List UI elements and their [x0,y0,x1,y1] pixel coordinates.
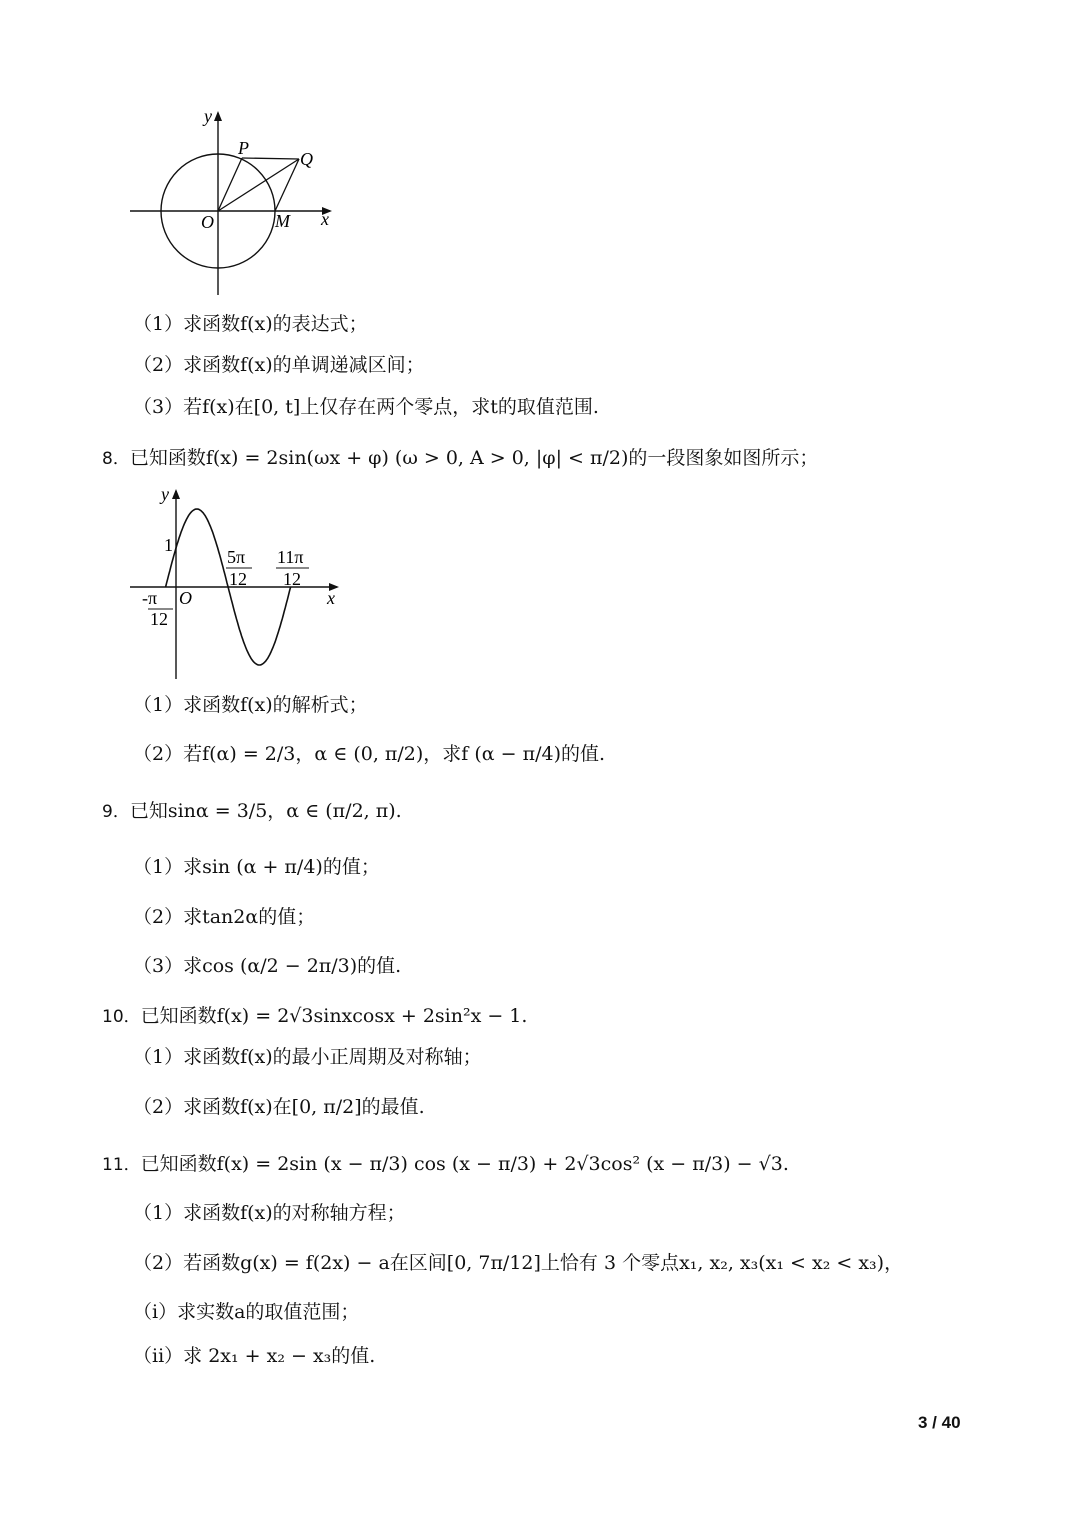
tick-neg-pi-den: 12 [150,609,168,629]
q10-number: 10． [102,1007,141,1027]
tick-neg-pi-num: -π [142,588,158,608]
q11-part-4: （ii）求 2x₁ + x₂ − x₃的值. [133,1345,376,1367]
q8-number: 8． [102,449,130,469]
q11-number: 11． [102,1155,141,1175]
label-q: Q [300,149,313,169]
q8-stem [102,444,818,473]
label-y: y [204,106,212,126]
y-axis-arrow [214,111,222,121]
label-y: y [161,484,169,504]
tick-11pi-den: 12 [283,569,301,589]
q11-part-3: （i）求实数a的取值范围； [133,1301,360,1323]
q8-part-2: （2）若f(α) = 2/3，α ∈ (0, π/2)，求f (α − π/4)的值. [133,743,606,765]
q11-part-2: （2）若函数g(x) = f(2x) − a在区间[0, 7π/12]上恰有 3 个零点x₁, x₂, x₃(x₁ < x₂ < x₃)， [133,1252,904,1274]
label-o: O [179,588,192,608]
label-p: P [238,138,249,158]
label-x: x [327,588,335,608]
q11-part-1: （1）求函数f(x)的对称轴方程； [133,1202,406,1224]
segment-pq [242,158,299,159]
page-number: 3 / 40 [918,1413,961,1432]
q10-stem-text: 已知函数f(x) = 2√3sinxcosx + 2sin²x − 1. [140,1005,528,1027]
label-one: 1 [164,535,173,555]
q7-part-2: （2）求函数f(x)的单调递减区间； [133,354,425,376]
q9-part-1: （1）求sin (α + π/4)的值； [133,856,380,878]
q10-part-1: （1）求函数f(x)的最小正周期及对称轴； [133,1046,482,1068]
q7-part-3: （3）若f(x)在[0, t]上仅存在两个零点，求t的取值范围. [133,396,599,418]
tick-5pi-den: 12 [229,569,247,589]
q7-part-1: （1）求函数f(x)的表达式； [133,313,368,335]
q9-part-2: （2）求tan2α的值； [133,906,316,928]
q9-stem-text: 已知sinα = 3/5，α ∈ (π/2, π). [129,800,402,822]
figure-sine-graph [125,483,355,683]
q9-number: 9． [102,802,130,822]
q11-stem [102,1150,789,1179]
q8-stem-text: 已知函数f(x) = 2sin(ωx + φ) (ω > 0, A > 0, |φ| < π/2)的一段图象如图所示； [129,447,819,469]
q10-stem [102,1002,527,1031]
q9-part-3: （3）求cos (α/2 − 2π/3)的值. [133,955,402,977]
tick-11pi-num: 11π [277,547,304,567]
label-o: O [201,212,214,232]
tick-5pi-num: 5π [227,547,246,567]
figure-circle [125,105,345,295]
q8-part-1: （1）求函数f(x)的解析式； [133,694,368,716]
label-m: M [275,211,290,231]
label-x: x [321,209,329,229]
q10-part-2: （2）求函数f(x)在[0, π/2]的最值. [133,1096,425,1118]
q11-stem-text: 已知函数f(x) = 2sin (x − π/3) cos (x − π/3) + 2√3cos² (x − π/3) − √3. [140,1153,789,1175]
y-axis-arrow [172,489,180,499]
q9-stem [102,797,402,826]
